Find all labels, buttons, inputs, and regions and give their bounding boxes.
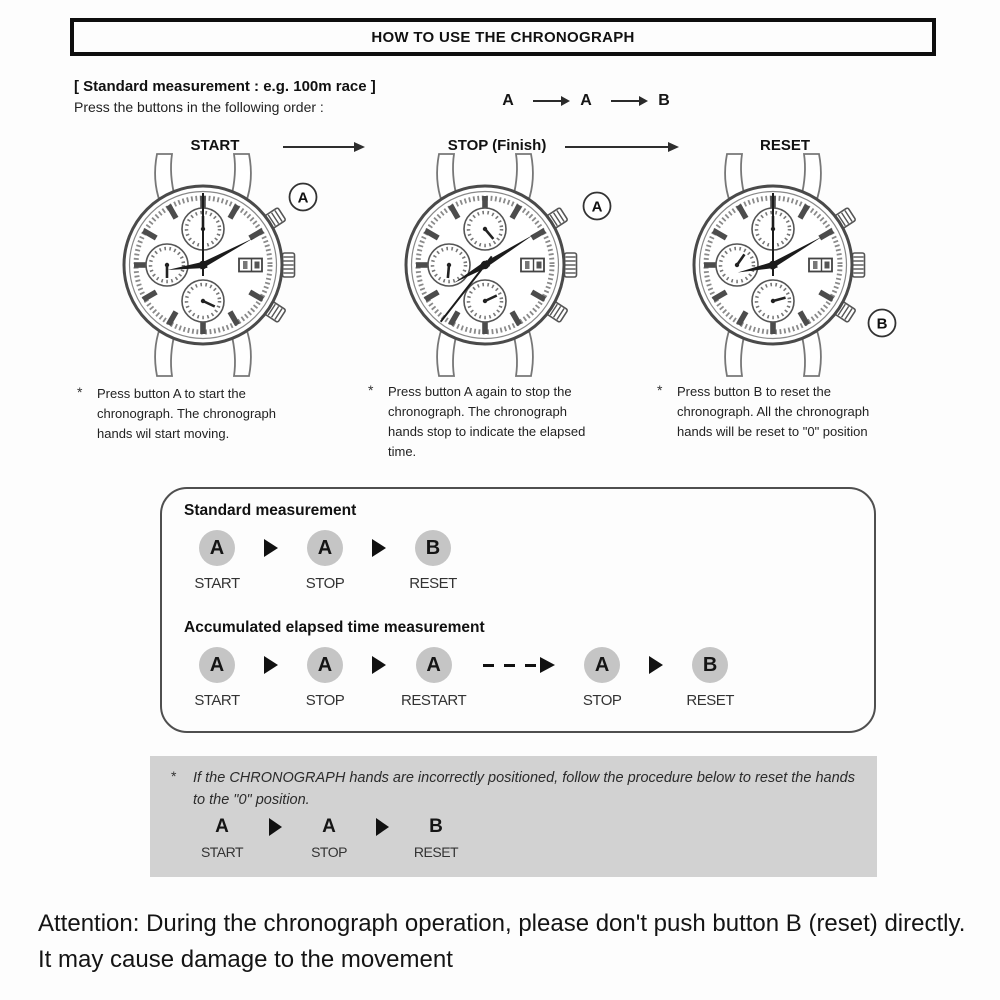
button-a-chip: A <box>584 647 620 683</box>
bullet-stop <box>368 382 594 463</box>
bullet-asterisk: * <box>368 382 374 398</box>
step-stop <box>293 530 357 592</box>
step-stop <box>297 814 361 860</box>
bullet-start-text: Press button A to start the chronograph. The chronograph hands wil start moving. <box>97 386 276 442</box>
button-a-chip: A <box>307 647 343 683</box>
button-b-chip: B <box>692 647 728 683</box>
button-a-chip: A <box>322 816 336 837</box>
button-b-chip: B <box>415 530 451 566</box>
triangle-arrow-icon <box>264 539 278 557</box>
svg-text:A: A <box>591 198 603 216</box>
triangle-arrow-icon <box>264 656 278 674</box>
button-b-badge <box>869 310 896 337</box>
page-title: HOW TO USE THE CHRONOGRAPH <box>371 28 635 46</box>
step-reset <box>401 530 465 592</box>
watch-diagram-start <box>98 150 332 382</box>
phase-label-start: START <box>190 137 240 154</box>
step-stop <box>570 647 634 709</box>
bullet-start <box>77 384 289 444</box>
bullet-asterisk: * <box>77 384 83 400</box>
phase-label-stop: STOP (Finish) <box>447 137 547 154</box>
step-start <box>190 814 254 860</box>
step-label: START <box>194 575 240 592</box>
step-a <box>576 90 596 112</box>
button-a-badge <box>290 184 317 211</box>
dashed-arrow-icon <box>481 656 555 674</box>
reset-note <box>171 767 855 812</box>
step-label: STOP <box>582 692 622 709</box>
triangle-arrow-icon <box>376 818 389 836</box>
step-start <box>185 530 249 592</box>
step-label: START <box>194 692 240 709</box>
reset-note-text: If the CHRONOGRAPH hands are incorrectly positioned, follow the procedure below to reset the hands to the "0" position. <box>193 770 855 809</box>
intro-button-sequence <box>498 90 674 112</box>
step-reset <box>404 814 468 860</box>
step-start <box>185 647 249 709</box>
step-label: STOP <box>305 575 345 592</box>
button-b-chip: B <box>429 816 443 837</box>
bullet-stop-text: Press button A again to stop the chronograph. The chronograph hands stop to indicate the elapsed time. <box>388 384 586 460</box>
accumulated-measurement-sequence <box>185 647 742 709</box>
step-restart <box>401 647 466 709</box>
triangle-arrow-icon <box>269 818 282 836</box>
bullet-reset-text: Press button B to reset the chronograph. All the chronograph hands will be reset to "0" position <box>677 384 870 440</box>
button-a-chip: A <box>215 816 229 837</box>
phase-label-reset: RESET <box>759 137 810 154</box>
step-label: RESTART <box>401 692 467 709</box>
button-a-badge <box>584 193 611 220</box>
arrow-stop-to-reset-icon <box>565 146 669 148</box>
step-stop <box>293 647 357 709</box>
arrow-start-to-stop-icon <box>283 146 355 148</box>
step-a <box>498 90 518 112</box>
reset-note-box <box>150 756 877 877</box>
reset-note-sequence <box>190 814 468 860</box>
accumulated-measurement-heading: Accumulated elapsed time measurement <box>184 619 485 636</box>
step-label: RESET <box>413 844 459 860</box>
watch-diagram-stop <box>380 150 614 382</box>
note-asterisk: * <box>171 768 177 784</box>
order-label: Press the buttons in the following order : <box>74 99 324 115</box>
standard-measurement-heading: Standard measurement <box>184 502 357 519</box>
arrow-icon <box>611 100 639 102</box>
button-a-chip: A <box>199 647 235 683</box>
button-a-chip: A <box>416 647 452 683</box>
triangle-arrow-icon <box>372 656 386 674</box>
step-label: STOP <box>311 844 347 860</box>
step-reset <box>678 647 742 709</box>
triangle-arrow-icon <box>372 539 386 557</box>
step-label: START <box>200 844 244 860</box>
step-b <box>654 90 674 112</box>
button-a-chip: A <box>580 92 592 109</box>
arrow-icon <box>533 100 561 102</box>
standard-measurement-sequence <box>185 530 465 592</box>
svg-text:B: B <box>876 315 888 333</box>
bullet-asterisk: * <box>657 382 663 398</box>
button-a-chip: A <box>307 530 343 566</box>
button-a-chip: A <box>199 530 235 566</box>
step-label: RESET <box>686 692 734 709</box>
triangle-arrow-icon <box>649 656 663 674</box>
watch-diagram-reset <box>668 150 902 382</box>
step-label: RESET <box>409 575 457 592</box>
button-b-chip: B <box>658 92 670 109</box>
svg-text:A: A <box>297 189 309 207</box>
section-heading: [ Standard measurement : e.g. 100m race ] <box>74 78 376 95</box>
step-label: STOP <box>305 692 345 709</box>
measurement-panel <box>160 487 876 733</box>
bullet-reset <box>657 382 873 442</box>
attention-text: Attention: During the chronograph operation, please don't push button B (reset) directly. It may cause damage to the movement <box>38 910 966 973</box>
button-a-chip: A <box>502 92 514 109</box>
page-title-box <box>70 18 936 56</box>
